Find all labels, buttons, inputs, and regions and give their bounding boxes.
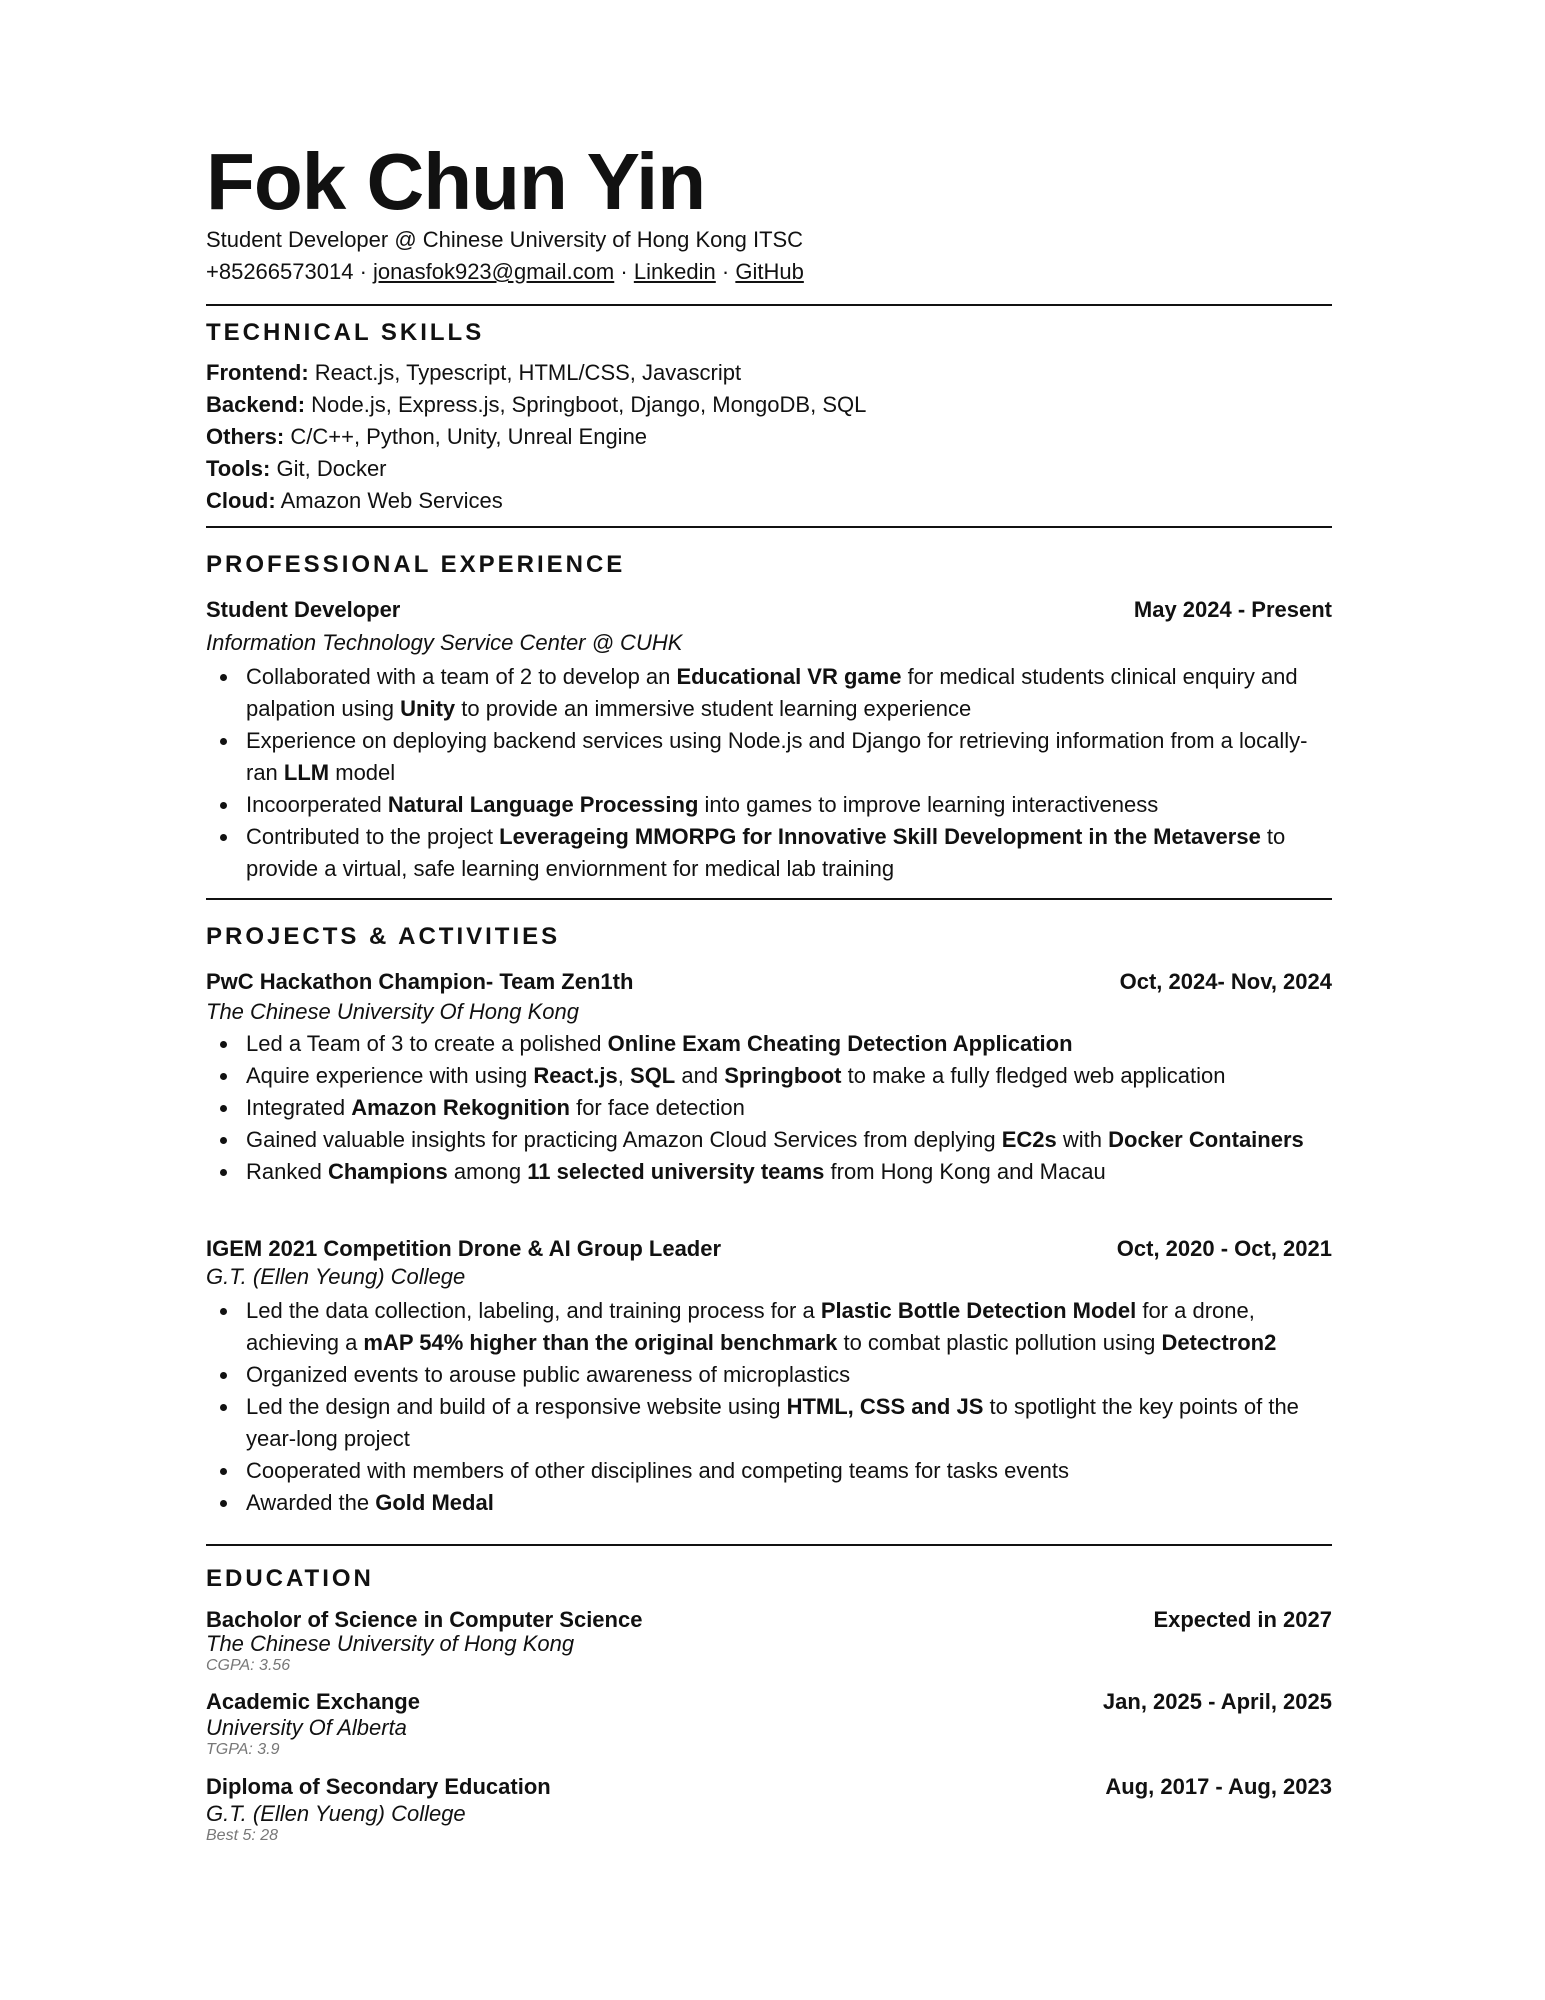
skill-label: Backend: [206,392,306,417]
list-item [206,1487,1332,1519]
linkedin-link[interactable]: Linkedin [633,259,716,284]
highlight: SQL [630,1063,676,1088]
skill-value: Amazon Web Services [280,488,503,513]
skills-heading: TECHNICAL SKILLS [206,319,485,346]
highlight: mAP 54% higher than the original benchmark [363,1330,838,1355]
list-item [206,1060,1332,1092]
degree-title: Bacholor of Science in Computer Science [206,1607,643,1632]
skill-frontend [206,358,741,388]
text: to provide a virtual, safe learning enviornment for medical lab training [246,824,1286,881]
text: Incoorperated [246,792,388,817]
highlight: Natural Language Processing [387,792,699,817]
text: Experience on deploying backend services using Node.js and Django for retrieving information from a locally-ran [246,728,1308,785]
project-date: Oct, 2020 - Oct, 2021 [1116,1236,1332,1261]
text: Integrated [246,1095,352,1120]
text: to provide an immersive student learning experience [455,696,972,721]
text: Awarded the [246,1490,376,1515]
school-name: G.T. (Ellen Yueng) College [206,1801,466,1826]
section-divider [206,1544,1332,1546]
list-item [206,1028,1332,1060]
degree-date: Expected in 2027 [1153,1607,1332,1632]
projects-heading: PROJECTS & ACTIVITIES [206,923,561,950]
text: for medical students clinical enquiry and palpation using [246,664,1298,721]
list-item [206,1391,1332,1455]
text: Led a Team of 3 to create a polished [246,1031,608,1056]
contact-line [206,258,804,286]
list-item [206,1092,1332,1124]
project-date: Oct, 2024- Nov, 2024 [1119,969,1332,994]
phone-number: +85266573014 [206,259,354,284]
skill-value: C/C++, Python, Unity, Unreal Engine [290,424,648,449]
experience-heading: PROFESSIONAL EXPERIENCE [206,551,626,578]
section-divider [206,304,1332,306]
degree-date: Aug, 2017 - Aug, 2023 [1105,1774,1332,1799]
separator: · [359,259,367,284]
text: Contributed to the project [246,824,500,849]
text: Aquire experience with using [246,1063,534,1088]
highlight: Unity [400,696,456,721]
skill-label: Others: [206,424,285,449]
school-name: The Chinese University of Hong Kong [206,1631,575,1656]
separator: · [620,259,628,284]
project-title: IGEM 2021 Competition Drone & AI Group Leader [206,1236,722,1261]
project-bullets [206,1028,1332,1188]
text: to spotlight the key points of the year-long project [246,1394,1299,1451]
list-item [206,1156,1332,1188]
list-item [206,661,1332,725]
text: Led the design and build of a responsive website using [246,1394,787,1419]
skill-backend [206,390,866,420]
skill-others [206,422,647,452]
text: model [329,760,396,785]
school-name: University Of Alberta [206,1715,407,1740]
email-link[interactable]: jonasfok923@gmail.com [373,259,615,284]
list-item [206,1295,1332,1359]
skill-label: Tools: [206,456,271,481]
skill-label: Cloud: [206,488,276,513]
job-organization: Information Technology Service Center @ CUHK [206,630,683,655]
text: Collaborated with a team of 2 to develop an [246,664,677,689]
github-link[interactable]: GitHub [735,259,804,284]
list-item [206,1455,1332,1487]
highlight: Educational VR game [676,664,902,689]
text: for a drone, achieving a [246,1298,1255,1355]
text: Ranked [246,1159,328,1184]
text: Gained valuable insights for practicing Amazon Cloud Services from deplying [246,1127,1002,1152]
highlight: HTML, CSS and JS [786,1394,984,1419]
degree-date: Jan, 2025 - April, 2025 [1102,1689,1332,1714]
highlight: Amazon Rekognition [351,1095,570,1120]
list-item [206,725,1332,789]
highlight: EC2s [1001,1127,1057,1152]
highlight: Gold Medal [375,1490,494,1515]
job-title: Student Developer [206,597,401,622]
skill-value: React.js, Typescript, HTML/CSS, Javascript [314,360,742,385]
skill-label: Frontend: [206,360,309,385]
education-heading: EDUCATION [206,1565,374,1592]
grade-note: CGPA: 3.56 [206,1657,291,1674]
text: with [1056,1127,1109,1152]
text: Led the data collection, labeling, and training process for a [246,1298,821,1323]
highlight: React.js [533,1063,618,1088]
highlight: Online Exam Cheating Detection Application [607,1031,1073,1056]
skill-cloud [206,486,503,516]
degree-title: Diploma of Secondary Education [206,1774,551,1799]
section-divider [206,526,1332,528]
candidate-subtitle: Student Developer @ Chinese University of Hong Kong ITSC [206,227,804,252]
project-bullets [206,1295,1332,1519]
list-item [206,821,1332,885]
text: to combat plastic pollution using [837,1330,1162,1355]
text: , [617,1063,631,1088]
text: for face detection [569,1095,745,1120]
grade-note: TGPA: 3.9 [206,1741,280,1758]
skill-value: Git, Docker [276,456,387,481]
list-item [206,1124,1332,1156]
text: Organized events to arouse public awareness of microplastics [246,1362,851,1387]
candidate-name: Fok Chun Yin [206,137,706,226]
experience-bullets [206,661,1332,885]
degree-title: Academic Exchange [206,1689,420,1714]
project-title: PwC Hackathon Champion- Team Zen1th [206,969,634,994]
highlight: Docker Containers [1108,1127,1304,1152]
section-divider [206,898,1332,900]
list-item [206,1359,1332,1391]
skill-tools [206,454,387,484]
highlight: Champions [327,1159,448,1184]
highlight: 11 selected university teams [527,1159,825,1184]
separator: · [721,259,730,284]
highlight: Leverageing MMORPG for Innovative Skill Development in the Metaverse [499,824,1261,849]
text: among [447,1159,528,1184]
text: Cooperated with members of other disciplines and competing teams for tasks events [246,1458,1069,1483]
skill-value: Node.js, Express.js, Springboot, Django, MongoDB, SQL [311,392,867,417]
text: to make a fully fledged web application [841,1063,1226,1088]
text: and [675,1063,725,1088]
highlight: Detectron2 [1161,1330,1277,1355]
job-date: May 2024 - Present [1133,597,1332,622]
text: from Hong Kong and Macau [824,1159,1106,1184]
highlight: Plastic Bottle Detection Model [820,1298,1137,1323]
project-organization: G.T. (Ellen Yeung) College [206,1264,466,1289]
highlight: LLM [283,760,330,785]
text: into games to improve learning interactiveness [698,792,1159,817]
list-item [206,789,1332,821]
grade-note: Best 5: 28 [206,1827,279,1844]
highlight: Springboot [724,1063,842,1088]
project-organization: The Chinese University Of Hong Kong [206,999,579,1024]
